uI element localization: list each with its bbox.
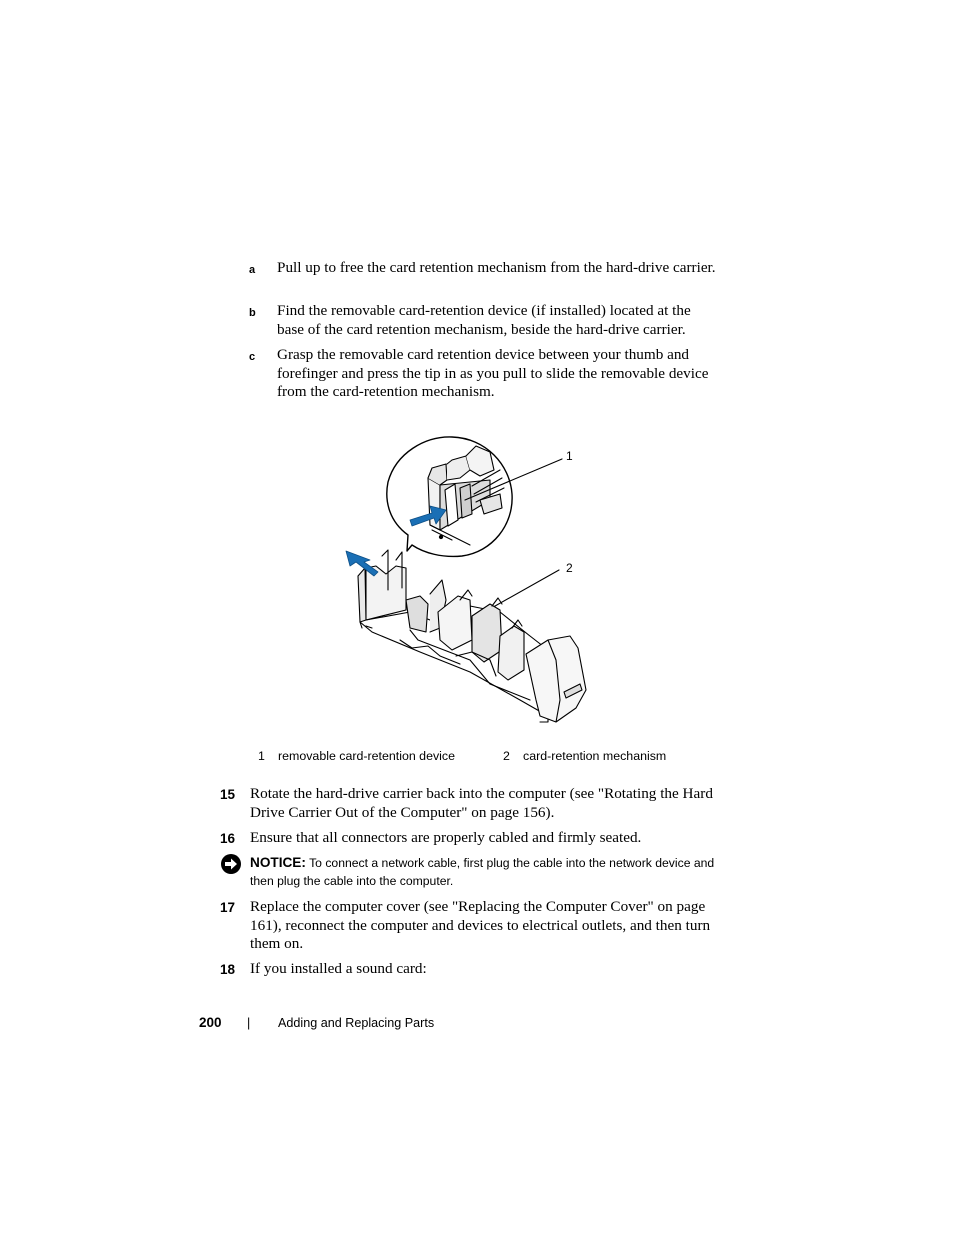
step-number: 18 [220,962,236,977]
caption-number: 1 [258,749,265,763]
step-number: 16 [220,831,236,846]
notice-icon [220,853,242,875]
magnifier-bubble [387,437,512,556]
footer-separator: | [247,1016,251,1030]
substep-letter: a [249,264,256,276]
caption-label: removable card-retention device [278,749,456,763]
callout-label-2: 2 [566,561,573,575]
substep-text: Pull up to free the card retention mechanism from the hard-drive carrier. [277,259,716,276]
step-text: If you installed a sound card: [250,960,427,977]
page-number: 200 [199,1015,222,1030]
step-text: Replace the computer cover (see "Replacing the Computer Cover" on page 161), reconnect the computer and devices to electrical outlets, and then turn them on. [250,898,711,953]
substep-text: Grasp the removable card retention device between your thumb and forefinger and press the tip in as you pull to slide the removable device from the card-retention mechanism. [277,346,709,401]
callout-leader-2 [488,570,559,610]
caption-label: card-retention mechanism [523,749,667,763]
step-text: Rotate the hard-drive carrier back into the computer (see "Rotating the Hard Drive Carrier Out of the Computer" on page 156). [250,785,713,821]
card-retention-mechanism-drawing [358,550,586,722]
step-number: 17 [220,900,236,915]
substep-text: Find the removable card-retention device (if installed) located at the base of the card retention mechanism, beside the hard-drive carrier. [277,302,691,338]
step-text: Ensure that all connectors are properly cabled and firmly seated. [250,829,642,846]
callout-label-1: 1 [566,449,573,463]
substep-letter: c [249,351,256,363]
step-number: 15 [220,787,236,802]
notice-label: NOTICE: [250,855,306,870]
substep-letter: b [249,307,256,319]
caption-1 [258,749,456,763]
footer-section-title: Adding and Replacing Parts [278,1016,435,1030]
notice-text: To connect a network cable, first plug the cable into the network device and then plug the cable into the computer. [250,856,715,888]
caption-number: 2 [503,749,510,763]
notice-text-block [250,854,720,890]
caption-2 [503,749,667,763]
